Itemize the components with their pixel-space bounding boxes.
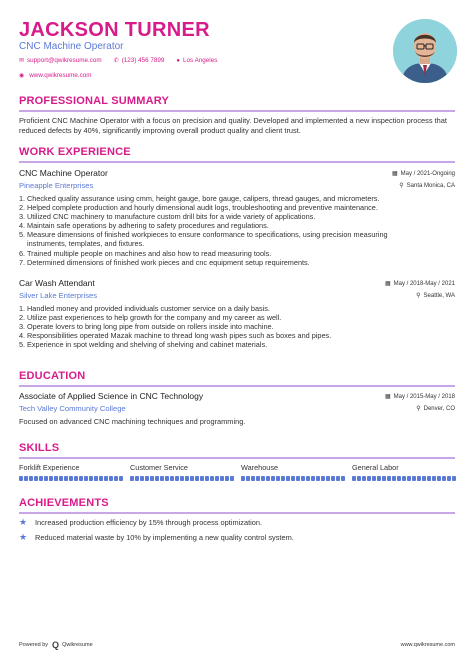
- skill-level-segment: [422, 476, 426, 481]
- job-company: Pineapple Enterprises: [19, 181, 94, 190]
- achievement-item: [19, 518, 262, 527]
- list-item: 7. Determined dimensions of finished work pieces and cnc equipment setup requirements.: [19, 257, 310, 267]
- list-item: 4. Responsibilities operated Mazak machine to thread long wash pipes such as boxes and pipes.: [19, 331, 332, 341]
- skill-level-segment: [170, 476, 174, 481]
- job-location-text: Santa Monica, CA: [406, 182, 455, 189]
- powered-by-text: Powered by: [19, 642, 49, 648]
- skill-level-segment: [165, 476, 169, 481]
- footer-branding[interactable]: [19, 640, 93, 650]
- brand-text[interactable]: Qwikresume: [62, 642, 93, 648]
- skill-level-segment: [412, 476, 416, 481]
- degree-title: Associate of Applied Science in CNC Technology: [19, 391, 204, 401]
- list-item: 6. Trained multiple people on machines and also how to read measuring tools.: [19, 248, 272, 258]
- skill-level-segment: [195, 476, 199, 481]
- skill-level-segment: [417, 476, 421, 481]
- skill-level-segment: [24, 476, 28, 481]
- skill-level-segment: [331, 476, 335, 481]
- skill-level-segment: [437, 476, 441, 481]
- skill-level-segment: [215, 476, 219, 481]
- skill-level-segment: [220, 476, 224, 481]
- skill-level-segment: [145, 476, 149, 481]
- job-location-text: Seattle, WA: [423, 292, 455, 299]
- skill-level-segment: [19, 476, 23, 481]
- location-text: Los Angeles: [183, 57, 218, 64]
- skills-heading: SKILLS: [19, 442, 60, 454]
- skill-level-segment: [200, 476, 204, 481]
- skill-level-segment: [241, 476, 245, 481]
- skill-level-segment: [130, 476, 134, 481]
- skill-level-segment: [367, 476, 371, 481]
- skill-level-segment: [119, 476, 123, 481]
- map-pin-icon: ⚲: [416, 406, 421, 412]
- qwikresume-logo-icon: Q: [52, 640, 60, 650]
- skill-level-segment: [84, 476, 88, 481]
- list-item: instruments, templates, and fixtures.: [27, 239, 145, 249]
- skill-level-bar: [19, 476, 123, 481]
- list-item: 1. Handled money and provided individuals customer service on a daily basis.: [19, 304, 270, 313]
- achievements-heading: ACHIEVEMENTS: [19, 497, 109, 509]
- list-item: 2. Helped complete production and hourly dimensional audit logs, troubleshooting and preventive maintenance.: [19, 203, 378, 213]
- skill-level-segment: [150, 476, 154, 481]
- list-item: 5. Experience in spot welding and shelving of shelving and cabinet materials.: [19, 340, 268, 350]
- skill-level-segment: [442, 476, 446, 481]
- skill-level-segment: [155, 476, 159, 481]
- list-item: 3. Operate lovers to bring long pipe from outside on rollers inside into machine.: [19, 322, 274, 332]
- job-dates: [385, 280, 455, 287]
- globe-icon: ◉: [19, 73, 25, 79]
- job-title: CNC Machine Operator: [19, 168, 108, 178]
- education-dates-text: May / 2015-May / 2018: [393, 393, 455, 400]
- skill-level-segment: [160, 476, 164, 481]
- skill-level-segment: [432, 476, 436, 481]
- skill-item: [130, 463, 234, 474]
- skill-level-segment: [392, 476, 396, 481]
- achievement-item: [19, 533, 294, 542]
- skill-level-segment: [311, 476, 315, 481]
- location-item: [176, 57, 217, 64]
- website-row[interactable]: [19, 72, 92, 79]
- skill-level-segment: [39, 476, 43, 481]
- skills-grid: [19, 463, 455, 487]
- skill-level-segment: [29, 476, 33, 481]
- skill-level-segment: [336, 476, 340, 481]
- phone-icon: ✆: [113, 58, 119, 64]
- skill-level-segment: [427, 476, 431, 481]
- skill-level-segment: [79, 476, 83, 481]
- skill-level-segment: [59, 476, 63, 481]
- skill-level-bar: [241, 476, 345, 481]
- job-dates-text: May / 2018-May / 2021: [393, 280, 455, 287]
- skill-level-segment: [301, 476, 305, 481]
- skill-level-segment: [140, 476, 144, 481]
- skill-level-segment: [362, 476, 366, 481]
- education-location: [416, 405, 455, 412]
- skill-item: [352, 463, 456, 474]
- candidate-role: CNC Machine Operator: [19, 41, 124, 52]
- email-text[interactable]: support@qwikresume.com: [27, 57, 102, 64]
- experience-heading: WORK EXPERIENCE: [19, 146, 131, 158]
- skill-level-segment: [452, 476, 456, 481]
- skill-item: [19, 463, 123, 474]
- skill-level-segment: [372, 476, 376, 481]
- skill-level-segment: [44, 476, 48, 481]
- experience-divider: [19, 161, 455, 163]
- map-pin-icon: ●: [176, 57, 181, 64]
- skill-level-segment: [357, 476, 361, 481]
- list-item: 2. Utilize past experiences to help growth for the company and my career as well.: [19, 313, 282, 323]
- summary-text: Proficient CNC Machine Operator with a focus on precision and quality. Developed and implemented a new inspection process that reduced defects by 40%, significantly improving overall product quality and client trust.: [19, 116, 447, 135]
- email-item[interactable]: [19, 57, 102, 64]
- candidate-name: JACKSON TURNER: [19, 19, 210, 41]
- star-icon: ★: [19, 532, 28, 542]
- job-title: Car Wash Attendant: [19, 278, 95, 288]
- job-duties-list: [19, 194, 455, 267]
- summary-heading: PROFESSIONAL SUMMARY: [19, 95, 170, 107]
- skill-level-segment: [261, 476, 265, 481]
- calendar-icon: ▦: [384, 394, 391, 400]
- skill-level-segment: [114, 476, 118, 481]
- skill-level-segment: [34, 476, 38, 481]
- skill-level-segment: [185, 476, 189, 481]
- job-dates-text: May / 2021-Ongoing: [400, 170, 455, 177]
- skill-level-segment: [266, 476, 270, 481]
- skill-label: Forklift Experience: [19, 463, 80, 472]
- list-item: 5. Measure dimensions of finished workpieces to ensure conformance to specifications, using precision measuring: [19, 230, 388, 240]
- avatar: [393, 19, 457, 83]
- star-icon: ★: [19, 517, 28, 527]
- skill-level-segment: [326, 476, 330, 481]
- list-item: 3. Utilized CNC machinery to manufacture custom drill bits for a wide variety of applications.: [19, 212, 316, 222]
- skill-level-segment: [230, 476, 234, 481]
- phone-item: [114, 57, 165, 64]
- skill-level-segment: [74, 476, 78, 481]
- skill-level-segment: [180, 476, 184, 481]
- job-duties-list: [19, 304, 455, 349]
- skill-level-segment: [99, 476, 103, 481]
- skill-level-segment: [407, 476, 411, 481]
- skill-level-segment: [104, 476, 108, 481]
- website-text[interactable]: www.qwikresume.com: [29, 72, 92, 79]
- skill-level-segment: [94, 476, 98, 481]
- skill-level-bar: [130, 476, 234, 481]
- skill-level-segment: [225, 476, 229, 481]
- skill-level-segment: [246, 476, 250, 481]
- phone-text: (123) 456 7899: [121, 57, 165, 64]
- skill-level-segment: [291, 476, 295, 481]
- skill-level-segment: [397, 476, 401, 481]
- education-divider: [19, 385, 455, 387]
- skill-level-segment: [387, 476, 391, 481]
- skill-level-segment: [306, 476, 310, 481]
- footer-website[interactable]: www.qwikresume.com: [400, 642, 455, 648]
- list-item: 1. Checked quality assurance using cmm, height gauge, bore gauge, calipers, thread gauges, and micrometers.: [19, 194, 380, 203]
- job-company: Silver Lake Enterprises: [19, 291, 98, 300]
- calendar-icon: ▦: [391, 171, 398, 177]
- avatar-portrait: [393, 19, 457, 83]
- envelope-icon: ✉: [19, 58, 25, 64]
- job-location: [416, 292, 455, 299]
- skill-level-segment: [321, 476, 325, 481]
- skill-level-segment: [69, 476, 73, 481]
- achievements-divider: [19, 512, 455, 514]
- map-pin-icon: ⚲: [416, 293, 421, 299]
- summary-divider: [19, 110, 455, 112]
- skill-level-bar: [352, 476, 456, 481]
- map-pin-icon: ⚲: [399, 183, 404, 189]
- skill-level-segment: [447, 476, 451, 481]
- skill-level-segment: [341, 476, 345, 481]
- skill-level-segment: [256, 476, 260, 481]
- achievement-text: Reduced material waste by 10% by implementing a new quality control system.: [35, 533, 294, 542]
- skill-level-segment: [64, 476, 68, 481]
- skill-level-segment: [205, 476, 209, 481]
- skill-label: Warehouse: [241, 463, 279, 472]
- skill-level-segment: [210, 476, 214, 481]
- skill-level-segment: [251, 476, 255, 481]
- skill-level-segment: [109, 476, 113, 481]
- skill-level-segment: [377, 476, 381, 481]
- calendar-icon: ▦: [384, 281, 391, 287]
- education-heading: EDUCATION: [19, 370, 86, 382]
- skill-level-segment: [276, 476, 280, 481]
- skill-level-segment: [281, 476, 285, 481]
- skill-level-segment: [316, 476, 320, 481]
- skill-level-segment: [296, 476, 300, 481]
- education-description: Focused on advanced CNC machining techniques and programming.: [19, 417, 246, 426]
- contact-row: [19, 57, 229, 64]
- skill-label: Customer Service: [130, 463, 188, 472]
- list-item: 4. Maintain safe operations by adhering to safety procedures and regulations.: [19, 221, 269, 231]
- job-dates: [392, 170, 455, 177]
- skill-level-segment: [135, 476, 139, 481]
- skill-level-segment: [54, 476, 58, 481]
- skills-divider: [19, 457, 455, 459]
- education-location-text: Denver, CO: [423, 405, 455, 412]
- skill-level-segment: [352, 476, 356, 481]
- skill-level-segment: [286, 476, 290, 481]
- skill-level-segment: [382, 476, 386, 481]
- skill-item: [241, 463, 345, 474]
- job-location: [399, 182, 455, 189]
- skill-level-segment: [190, 476, 194, 481]
- skill-level-segment: [175, 476, 179, 481]
- achievement-text: Increased production efficiency by 15% through process optimization.: [35, 518, 263, 527]
- skill-level-segment: [402, 476, 406, 481]
- education-dates: [385, 393, 455, 400]
- skill-level-segment: [271, 476, 275, 481]
- skill-label: General Labor: [352, 463, 399, 472]
- skill-level-segment: [89, 476, 93, 481]
- school-name: Tech Valley Community College: [19, 404, 126, 413]
- skill-level-segment: [49, 476, 53, 481]
